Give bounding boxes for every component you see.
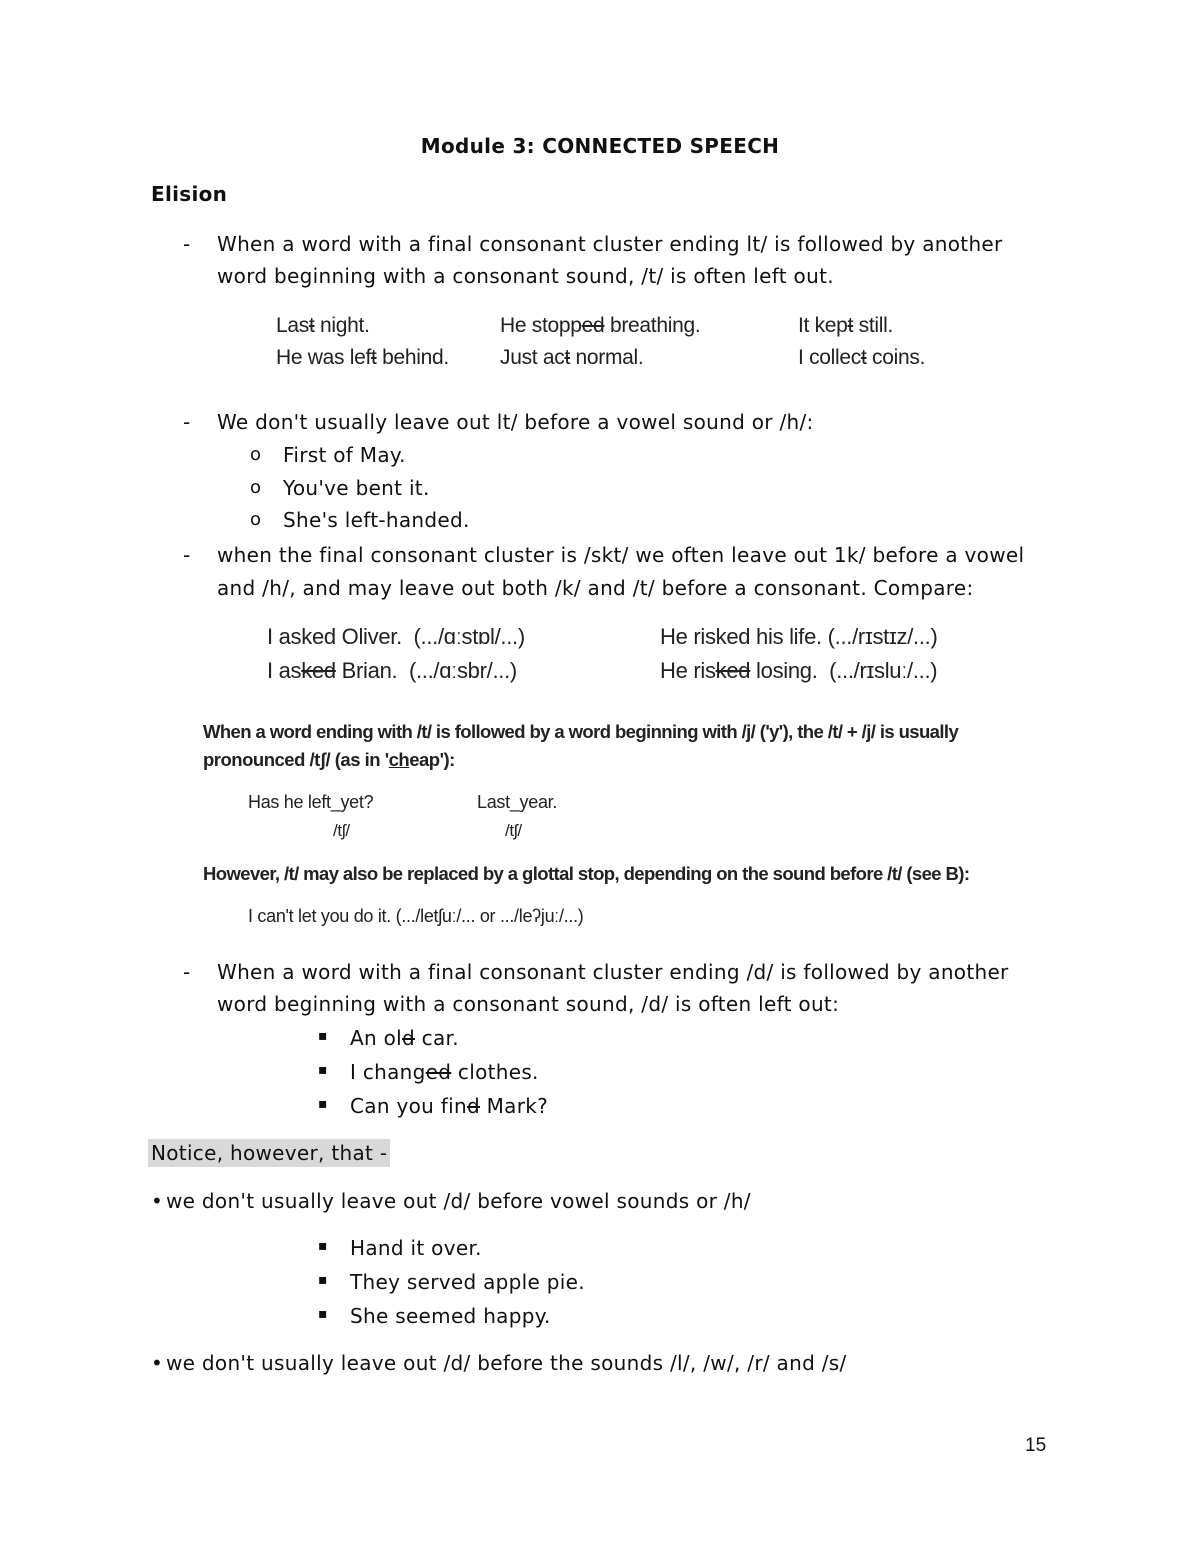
- skt-example: He risked his life. (.../rɪstɪz/...): [660, 624, 938, 649]
- glottal-stop-note: However, /t/ may also be replaced by a glottal stop, depending on the sound before /t/ (see B):: [203, 863, 970, 884]
- circle-marker: o: [250, 509, 262, 530]
- d-example: An old car.: [350, 1026, 459, 1050]
- paragraph-t-elision-line-2: word beginning with a consonant sound, /t/ is often left out.: [217, 264, 834, 288]
- t-example: I collect coins.: [798, 346, 926, 369]
- paragraph-vowel-rule: We don't usually leave out lt/ before a vowel sound or /h/:: [217, 410, 814, 434]
- square-marker: ▪: [318, 1238, 328, 1254]
- paragraph-d-elision-line-2: word beginning with a consonant sound, /d/ is often left out:: [217, 992, 840, 1016]
- vowel-example: She's left-handed.: [283, 508, 470, 532]
- square-marker: ▪: [318, 1306, 328, 1322]
- square-marker: ▪: [318, 1028, 328, 1044]
- t-example: Just act normal.: [500, 346, 644, 369]
- square-marker: ▪: [318, 1062, 328, 1078]
- square-marker: ▪: [318, 1096, 328, 1112]
- section-heading: Elision: [151, 182, 228, 206]
- d-vowel-example: Hand it over.: [350, 1236, 482, 1260]
- bullet-marker: •: [151, 1189, 164, 1213]
- circle-marker: o: [250, 477, 262, 498]
- page-number: 15: [1025, 1435, 1047, 1456]
- d-vowel-example: She seemed happy.: [350, 1304, 551, 1328]
- t-example: He was left behind.: [276, 346, 449, 369]
- glottal-stop-example: I can't let you do it. (.../letʃuː/... or .../leʔjuː/...): [248, 906, 584, 926]
- skt-example: I asked Oliver. (.../ɑːstɒl/...): [267, 624, 525, 649]
- d-consonant-rule: we don't usually leave out /d/ before the sounds /l/, /w/, /r/ and /s/: [166, 1351, 847, 1375]
- paragraph-skt-line-2: and /h/, and may leave out both /k/ and /t/ before a consonant. Compare:: [217, 576, 974, 600]
- tj-example: Last_year.: [477, 792, 558, 812]
- tj-ipa: /tʃ/: [505, 821, 522, 840]
- t-example: Last night.: [276, 314, 370, 337]
- square-marker: ▪: [318, 1272, 328, 1288]
- tj-example: Has he left_yet?: [248, 792, 374, 812]
- t-example: He stopped breathing.: [500, 314, 701, 337]
- paragraph-d-elision-line-1: When a word with a final consonant cluster ending /d/ is followed by another: [217, 960, 1009, 984]
- page-title: Module 3: CONNECTED SPEECH: [420, 134, 780, 158]
- skt-example: He risked losing. (.../rɪsluː/...): [660, 658, 938, 683]
- bullet-marker: •: [151, 1351, 164, 1375]
- list-dash: -: [183, 960, 191, 984]
- tj-rule-line-2: pronounced /tʃ/ (as in 'cheap'):: [203, 749, 455, 770]
- t-example: It kept still.: [798, 314, 894, 337]
- d-example: Can you find Mark?: [350, 1094, 549, 1118]
- d-vowel-example: They served apple pie.: [350, 1270, 585, 1294]
- paragraph-t-elision-line-1: When a word with a final consonant cluster ending lt/ is followed by another: [217, 232, 1003, 256]
- tj-ipa: /tʃ/: [333, 821, 350, 840]
- vowel-example: First of May.: [283, 443, 406, 467]
- d-example: I changed clothes.: [350, 1060, 539, 1084]
- paragraph-skt-line-1: when the final consonant cluster is /skt/ we often leave out 1k/ before a vowel: [217, 543, 1025, 567]
- notice-highlight: Notice, however, that -: [148, 1139, 390, 1167]
- list-dash: -: [183, 232, 191, 256]
- circle-marker: o: [250, 444, 262, 465]
- tj-rule-line-1: When a word ending with /t/ is followed by a word beginning with /j/ ('y'), the /t/ + /j/ is usually: [203, 721, 959, 742]
- vowel-example: You've bent it.: [283, 476, 430, 500]
- d-vowel-rule: we don't usually leave out /d/ before vowel sounds or /h/: [166, 1189, 751, 1213]
- skt-example: I asked Brian. (.../ɑːsbr/...): [267, 658, 517, 683]
- list-dash: -: [183, 410, 191, 434]
- list-dash: -: [183, 543, 191, 567]
